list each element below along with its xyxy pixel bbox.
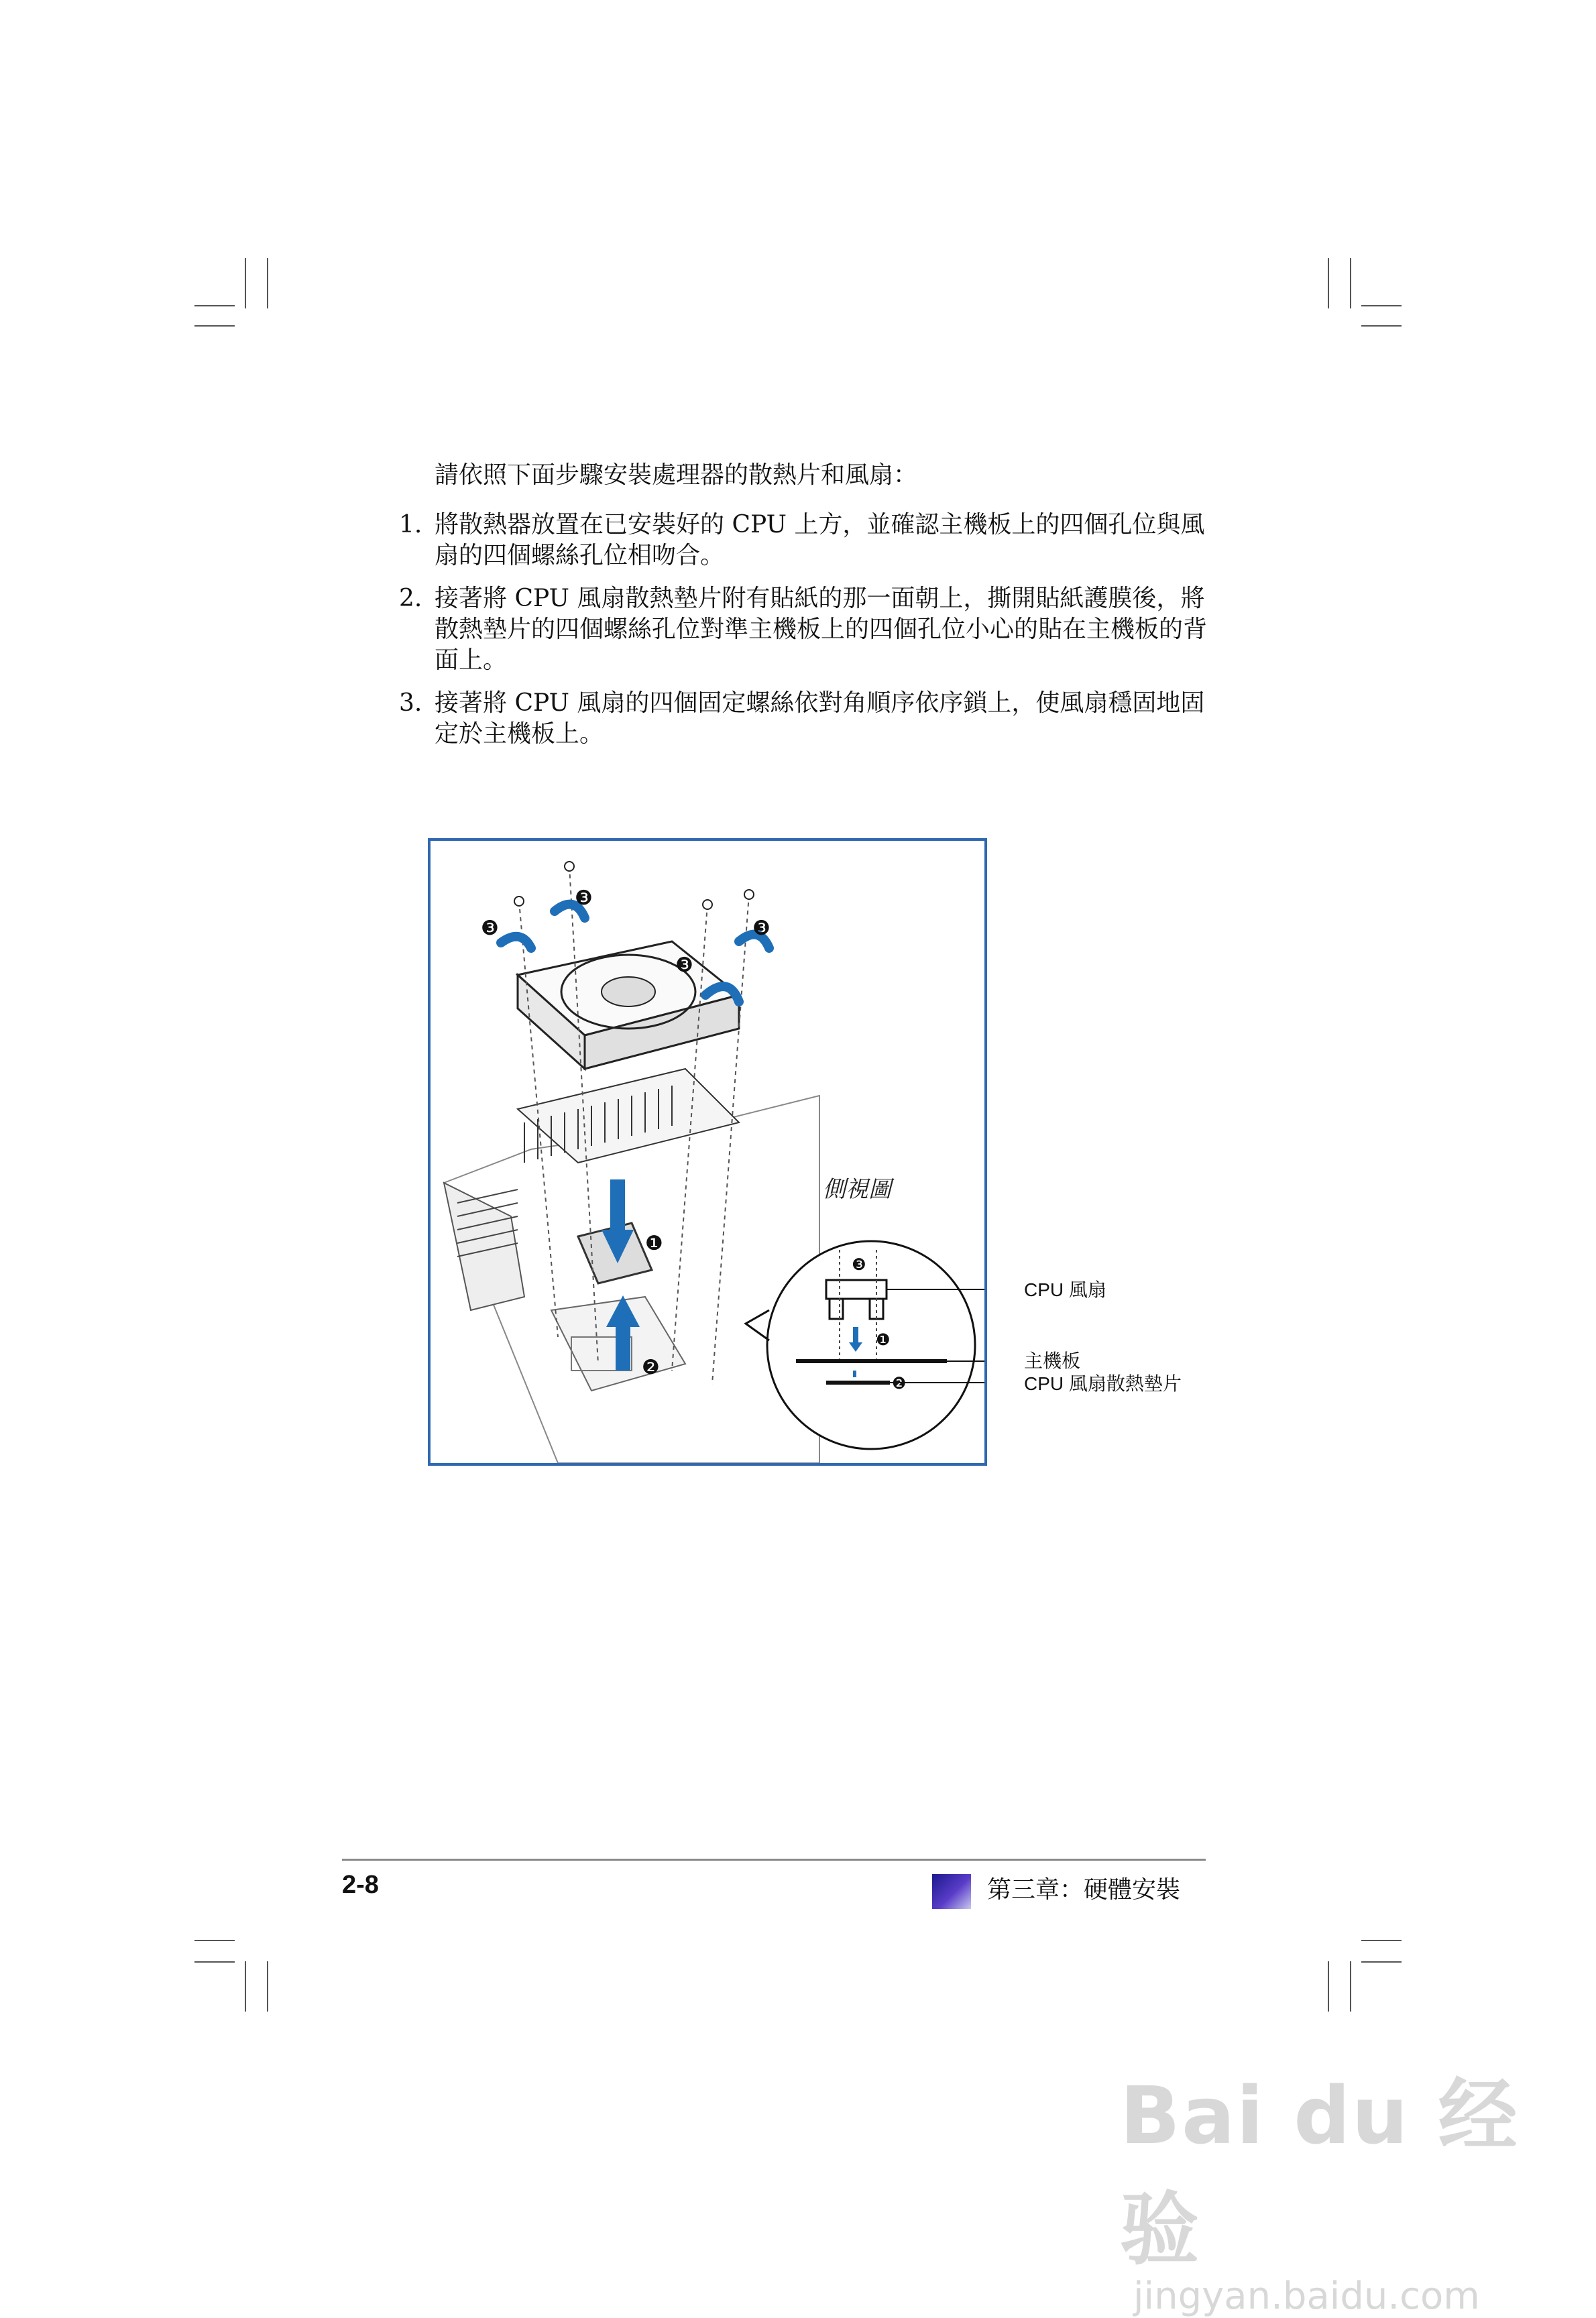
crop-mark [1361,305,1402,306]
crop-mark [194,325,235,327]
crop-mark [245,1961,246,2012]
step-item [399,583,1214,676]
step-item [399,510,1214,571]
footer-rule [342,1859,1206,1861]
svg-text:❸: ❸ [852,1255,866,1274]
step-number: 2. [399,585,422,612]
crop-mark [194,305,235,306]
crop-mark [1350,1961,1351,2012]
crop-mark [1350,258,1351,308]
crop-mark [1361,1940,1402,1941]
crop-mark [267,1961,268,2012]
marker-3: ❸ [675,953,693,977]
crop-mark [1328,258,1329,308]
page-number: 2-8 [342,1871,379,1899]
step-number: 3. [399,689,422,717]
marker-3: ❸ [481,917,499,940]
crop-mark [1328,1961,1329,2012]
side-view-title: 側視圖 [823,1176,891,1203]
label-backplate-pad: CPU 風扇散熱墊片 [1024,1373,1182,1394]
installation-figure [428,838,987,1466]
marker-1: ❶ [645,1232,663,1255]
label-motherboard: 主機板 [1024,1350,1081,1371]
crop-mark [194,1961,235,1963]
cpu-fan-illustration [431,841,984,1463]
svg-text:❶: ❶ [876,1330,891,1349]
label-cpu-fan: CPU 風扇 [1024,1279,1106,1300]
chapter-marker [932,1874,971,1909]
marker-3: ❸ [752,917,771,940]
step-item [399,688,1214,750]
watermark-brand: Bai du 经验 [1120,2069,1519,2276]
intro-text: 請依照下面步驟安裝處理器的散熱片和風扇： [435,461,918,489]
crop-mark [1361,1961,1402,1963]
crop-mark [194,1940,235,1941]
step-list [399,510,1214,762]
svg-text:❷: ❷ [892,1374,907,1393]
step-text: 將散熱器放置在已安裝好的 CPU 上方，並確認主機板上的四個孔位與風扇的四個螺絲孔位相吻合。 [435,511,1205,569]
watermark [1120,2052,1596,2318]
crop-mark [245,258,246,308]
chapter-title: 第三章：硬體安裝 [987,1876,1181,1904]
marker-3: ❸ [575,886,593,910]
crop-mark [267,258,268,308]
watermark-url: jingyan.baidu.com [1133,2274,1480,2318]
step-number: 1. [399,511,422,538]
step-text: 接著將 CPU 風扇散熱墊片附有貼紙的那一面朝上，撕開貼紙護膜後，將散熱墊片的四個螺絲孔位對準主機板上的四個孔位小心的貼在主機板的背面上。 [435,585,1208,674]
crop-mark [1361,325,1402,327]
step-text: 接著將 CPU 風扇的四個固定螺絲依對角順序依序鎖上，使風扇穩固地固定於主機板上。 [435,689,1205,748]
marker-2: ❷ [642,1356,660,1379]
